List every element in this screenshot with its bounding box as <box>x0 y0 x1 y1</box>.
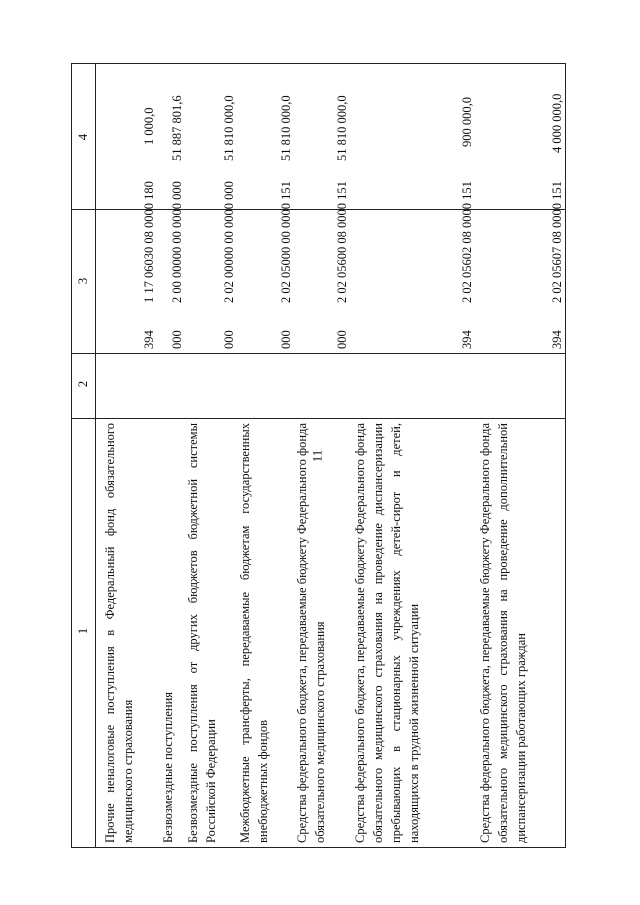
row-1-budget-code: 1 17 06030 08 0000 180 <box>142 181 156 303</box>
row-5-budget-code: 2 02 05600 08 0000 151 <box>335 181 349 303</box>
table-border-right <box>71 63 566 64</box>
row-4-name: Межбюджетные трансферты, передаваемые бюджетам государственных внебюджетных фондов <box>238 423 270 843</box>
header-separator <box>95 63 96 848</box>
row-2-admin-code: 000 <box>170 330 184 349</box>
row-4-admin-code: 000 <box>279 330 293 349</box>
row-5-name: Средства федерального бюджета, передаваемые бюджету Федерального фонда обязательного медицинского страхования <box>295 423 327 843</box>
row-6-admin-code: 394 <box>460 330 474 349</box>
row-6-name: Средства федерального бюджета, передаваемые бюджету Федерального фонда обязательного медицинского страхования на проведение диспансеризации пребывающих в стационарных учреждениях детей-сирот и детей, находящихся в трудной жизненной ситуации <box>353 423 421 843</box>
row-1-admin-code: 394 <box>142 330 156 349</box>
row-5-admin-code: 000 <box>335 330 349 349</box>
page-number: 11 <box>309 449 325 463</box>
table-border-left <box>71 847 566 848</box>
row-7-amount: 4 000 000,0 <box>550 93 564 153</box>
row-7-budget-code: 2 02 05607 08 0000 151 <box>550 181 564 303</box>
table-border-bottom <box>565 63 566 848</box>
header-col-3: 3 <box>75 277 90 285</box>
row-3-amount: 51 810 000,0 <box>222 95 236 161</box>
col-separator-2-3 <box>71 353 566 354</box>
row-1-amount: 1 000,0 <box>142 107 156 145</box>
row-1-name: Прочие неналоговые поступления в Федеральный фонд обязательного медицинского страхования <box>103 423 135 843</box>
table-border-top <box>71 63 72 848</box>
row-4-amount: 51 810 000,0 <box>279 95 293 161</box>
row-3-budget-code: 2 02 00000 00 0000 000 <box>222 181 236 303</box>
row-6-budget-code: 2 02 05602 08 0000 151 <box>460 181 474 303</box>
col-separator-1-2 <box>71 418 566 419</box>
row-7-name: Средства федерального бюджета, передаваемые бюджету Федерального фонда обязательного медицинского страхования на проведение дополнительной диспансеризации работающих граждан <box>478 423 528 843</box>
row-2-budget-code: 2 00 00000 00 0000 000 <box>170 181 184 303</box>
header-col-1: 1 <box>75 627 90 635</box>
revenue-table <box>71 63 566 848</box>
row-7-admin-code: 394 <box>550 330 564 349</box>
row-2-name: Безвозмездные поступления <box>161 691 175 843</box>
row-4-budget-code: 2 02 05000 00 0000 151 <box>279 181 293 303</box>
header-col-4: 4 <box>75 133 90 141</box>
row-6-amount: 900 000,0 <box>460 97 474 147</box>
row-3-admin-code: 000 <box>222 330 236 349</box>
row-2-amount: 51 887 801,6 <box>170 95 184 161</box>
row-5-amount: 51 810 000,0 <box>335 95 349 161</box>
row-3-name: Безвозмездные поступления от других бюджетов бюджетной системы Российской Федерации <box>186 423 218 843</box>
header-col-2: 2 <box>75 380 90 388</box>
